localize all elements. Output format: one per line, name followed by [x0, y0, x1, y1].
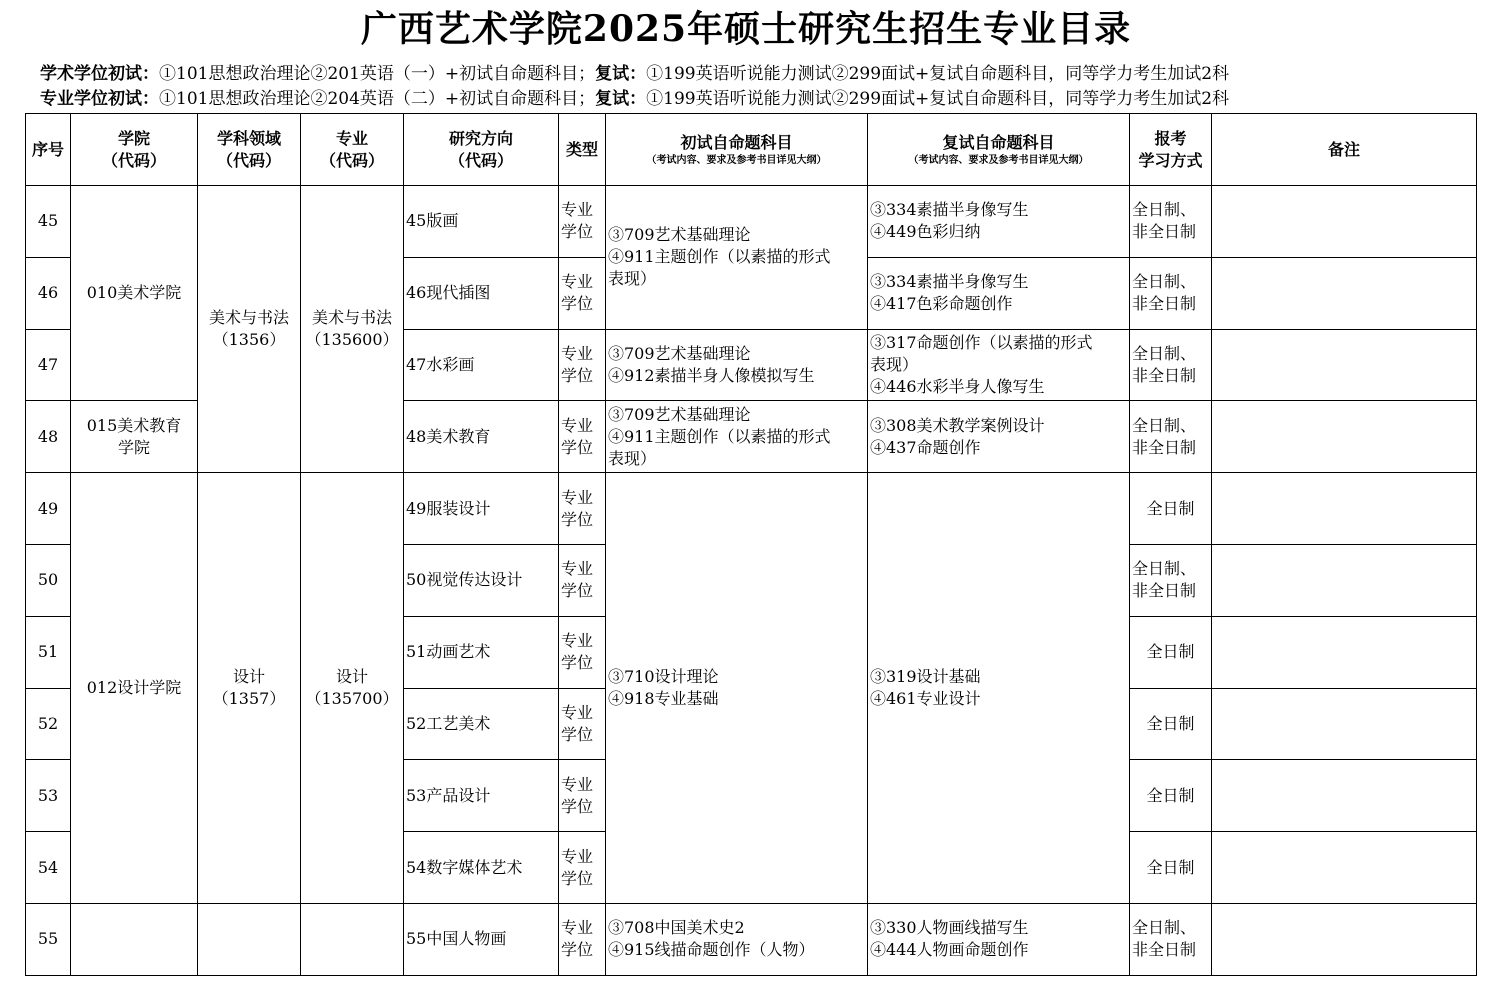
catalog-table: [25, 113, 1477, 976]
seq-cell: 45: [26, 186, 71, 258]
field-cell: 美术与书法 （1356）: [198, 186, 301, 473]
seq-cell: 51: [26, 616, 71, 688]
professional-retest-label: 复试：: [595, 89, 647, 109]
header-major: 专业 （代码）: [301, 114, 404, 186]
retest-cell: ③334素描半身像写生 ④417色彩命题创作: [868, 257, 1130, 329]
seq-cell: 52: [26, 688, 71, 760]
mode-cell: 全日制: [1130, 760, 1212, 832]
mode-cell: 全日制: [1130, 616, 1212, 688]
direction-cell: 46现代插图: [404, 257, 559, 329]
major-cell: 美术与书法 （135600）: [301, 186, 404, 473]
type-cell: 专业 学位: [559, 688, 606, 760]
professional-retest-text: ①199英语听说能力测试②299面试+复试自命题科目，同等学力考生加试2科: [646, 89, 1230, 109]
table-row: [26, 903, 1477, 975]
seq-cell: 46: [26, 257, 71, 329]
college-cell: [71, 903, 198, 975]
mode-cell: 全日制: [1130, 688, 1212, 760]
mode-cell: 全日制: [1130, 473, 1212, 545]
header-type: 类型: [559, 114, 606, 186]
header-direction: 研究方向 （代码）: [404, 114, 559, 186]
type-cell: 专业 学位: [559, 257, 606, 329]
retest-cell: ③330人物画线描写生 ④444人物画命题创作: [868, 903, 1130, 975]
mode-cell: 全日制、 非全日制: [1130, 329, 1212, 401]
academic-retest-label: 复试：: [595, 64, 647, 84]
header-college: 学院 （代码）: [71, 114, 198, 186]
academic-degree-note: [40, 63, 1229, 85]
retest-cell: ③308美术教学案例设计 ④437命题创作: [868, 401, 1130, 473]
academic-note-label: 学术学位初试：: [40, 64, 159, 84]
field-cell: 设计 （1357）: [198, 473, 301, 904]
direction-cell: 51动画艺术: [404, 616, 559, 688]
direction-cell: 53产品设计: [404, 760, 559, 832]
direction-cell: 55中国人物画: [404, 903, 559, 975]
retest-cell: ③317命题创作（以素描的形式 表现） ④446水彩半身人像写生: [868, 329, 1130, 401]
remark-cell: [1212, 903, 1477, 975]
remark-cell: [1212, 832, 1477, 904]
mode-cell: 全日制、 非全日制: [1130, 186, 1212, 258]
table-row: [26, 186, 1477, 258]
type-cell: 专业 学位: [559, 401, 606, 473]
seq-cell: 48: [26, 401, 71, 473]
header-seq: 序号: [26, 114, 71, 186]
type-cell: 专业 学位: [559, 544, 606, 616]
mode-cell: 全日制、 非全日制: [1130, 903, 1212, 975]
page-title: 广西艺术学院2025年硕士研究生招生专业目录: [360, 8, 1132, 50]
mode-cell: 全日制: [1130, 832, 1212, 904]
remark-cell: [1212, 616, 1477, 688]
remark-cell: [1212, 688, 1477, 760]
direction-cell: 48美术教育: [404, 401, 559, 473]
type-cell: 专业 学位: [559, 473, 606, 545]
retest-cell: ③319设计基础 ④461专业设计: [868, 473, 1130, 904]
direction-cell: 49服装设计: [404, 473, 559, 545]
college-cell: 010美术学院: [71, 186, 198, 401]
field-cell: [198, 903, 301, 975]
prelim-cell: ③708中国美术史2 ④915线描命题创作（人物）: [606, 903, 868, 975]
header-remark: 备注: [1212, 114, 1477, 186]
direction-cell: 47水彩画: [404, 329, 559, 401]
professional-note-label: 专业学位初试：: [40, 89, 159, 109]
prelim-cell: ③710设计理论 ④918专业基础: [606, 473, 868, 904]
college-cell: 012设计学院: [71, 473, 198, 904]
remark-cell: [1212, 544, 1477, 616]
type-cell: 专业 学位: [559, 832, 606, 904]
mode-cell: 全日制、 非全日制: [1130, 544, 1212, 616]
table-row: [26, 473, 1477, 545]
seq-cell: 54: [26, 832, 71, 904]
remark-cell: [1212, 760, 1477, 832]
remark-cell: [1212, 329, 1477, 401]
prelim-cell: ③709艺术基础理论 ④911主题创作（以素描的形式 表现）: [606, 401, 868, 473]
type-cell: 专业 学位: [559, 616, 606, 688]
professional-note-text: ①101思想政治理论②204英语（二）+初试自命题科目；: [159, 89, 596, 109]
direction-cell: 45版画: [404, 186, 559, 258]
type-cell: 专业 学位: [559, 903, 606, 975]
remark-cell: [1212, 401, 1477, 473]
header-retest: 复试自命题科目 （考试内容、要求及参考书目详见大纲）: [868, 114, 1130, 186]
academic-note-text: ①101思想政治理论②201英语（一）+初试自命题科目；: [159, 64, 596, 84]
prelim-cell: ③709艺术基础理论 ④912素描半身人像模拟写生: [606, 329, 868, 401]
type-cell: 专业 学位: [559, 760, 606, 832]
seq-cell: 53: [26, 760, 71, 832]
direction-cell: 50视觉传达设计: [404, 544, 559, 616]
header-prelim: 初试自命题科目 （考试内容、要求及参考书目详见大纲）: [606, 114, 868, 186]
type-cell: 专业 学位: [559, 186, 606, 258]
seq-cell: 47: [26, 329, 71, 401]
remark-cell: [1212, 473, 1477, 545]
major-cell: 设计 （135700）: [301, 473, 404, 904]
mode-cell: 全日制、 非全日制: [1130, 257, 1212, 329]
header-field: 学科领域 （代码）: [198, 114, 301, 186]
direction-cell: 52工艺美术: [404, 688, 559, 760]
seq-cell: 55: [26, 903, 71, 975]
prelim-cell: ③709艺术基础理论 ④911主题创作（以素描的形式 表现）: [606, 186, 868, 330]
professional-degree-note: [40, 88, 1229, 110]
retest-cell: ③334素描半身像写生 ④449色彩归纳: [868, 186, 1130, 258]
direction-cell: 54数字媒体艺术: [404, 832, 559, 904]
seq-cell: 50: [26, 544, 71, 616]
mode-cell: 全日制、 非全日制: [1130, 401, 1212, 473]
header-row: [26, 114, 1477, 186]
seq-cell: 49: [26, 473, 71, 545]
header-mode: 报考 学习方式: [1130, 114, 1212, 186]
remark-cell: [1212, 257, 1477, 329]
major-cell: [301, 903, 404, 975]
remark-cell: [1212, 186, 1477, 258]
academic-retest-text: ①199英语听说能力测试②299面试+复试自命题科目，同等学力考生加试2科: [646, 64, 1230, 84]
college-cell: 015美术教育 学院: [71, 401, 198, 473]
type-cell: 专业 学位: [559, 329, 606, 401]
